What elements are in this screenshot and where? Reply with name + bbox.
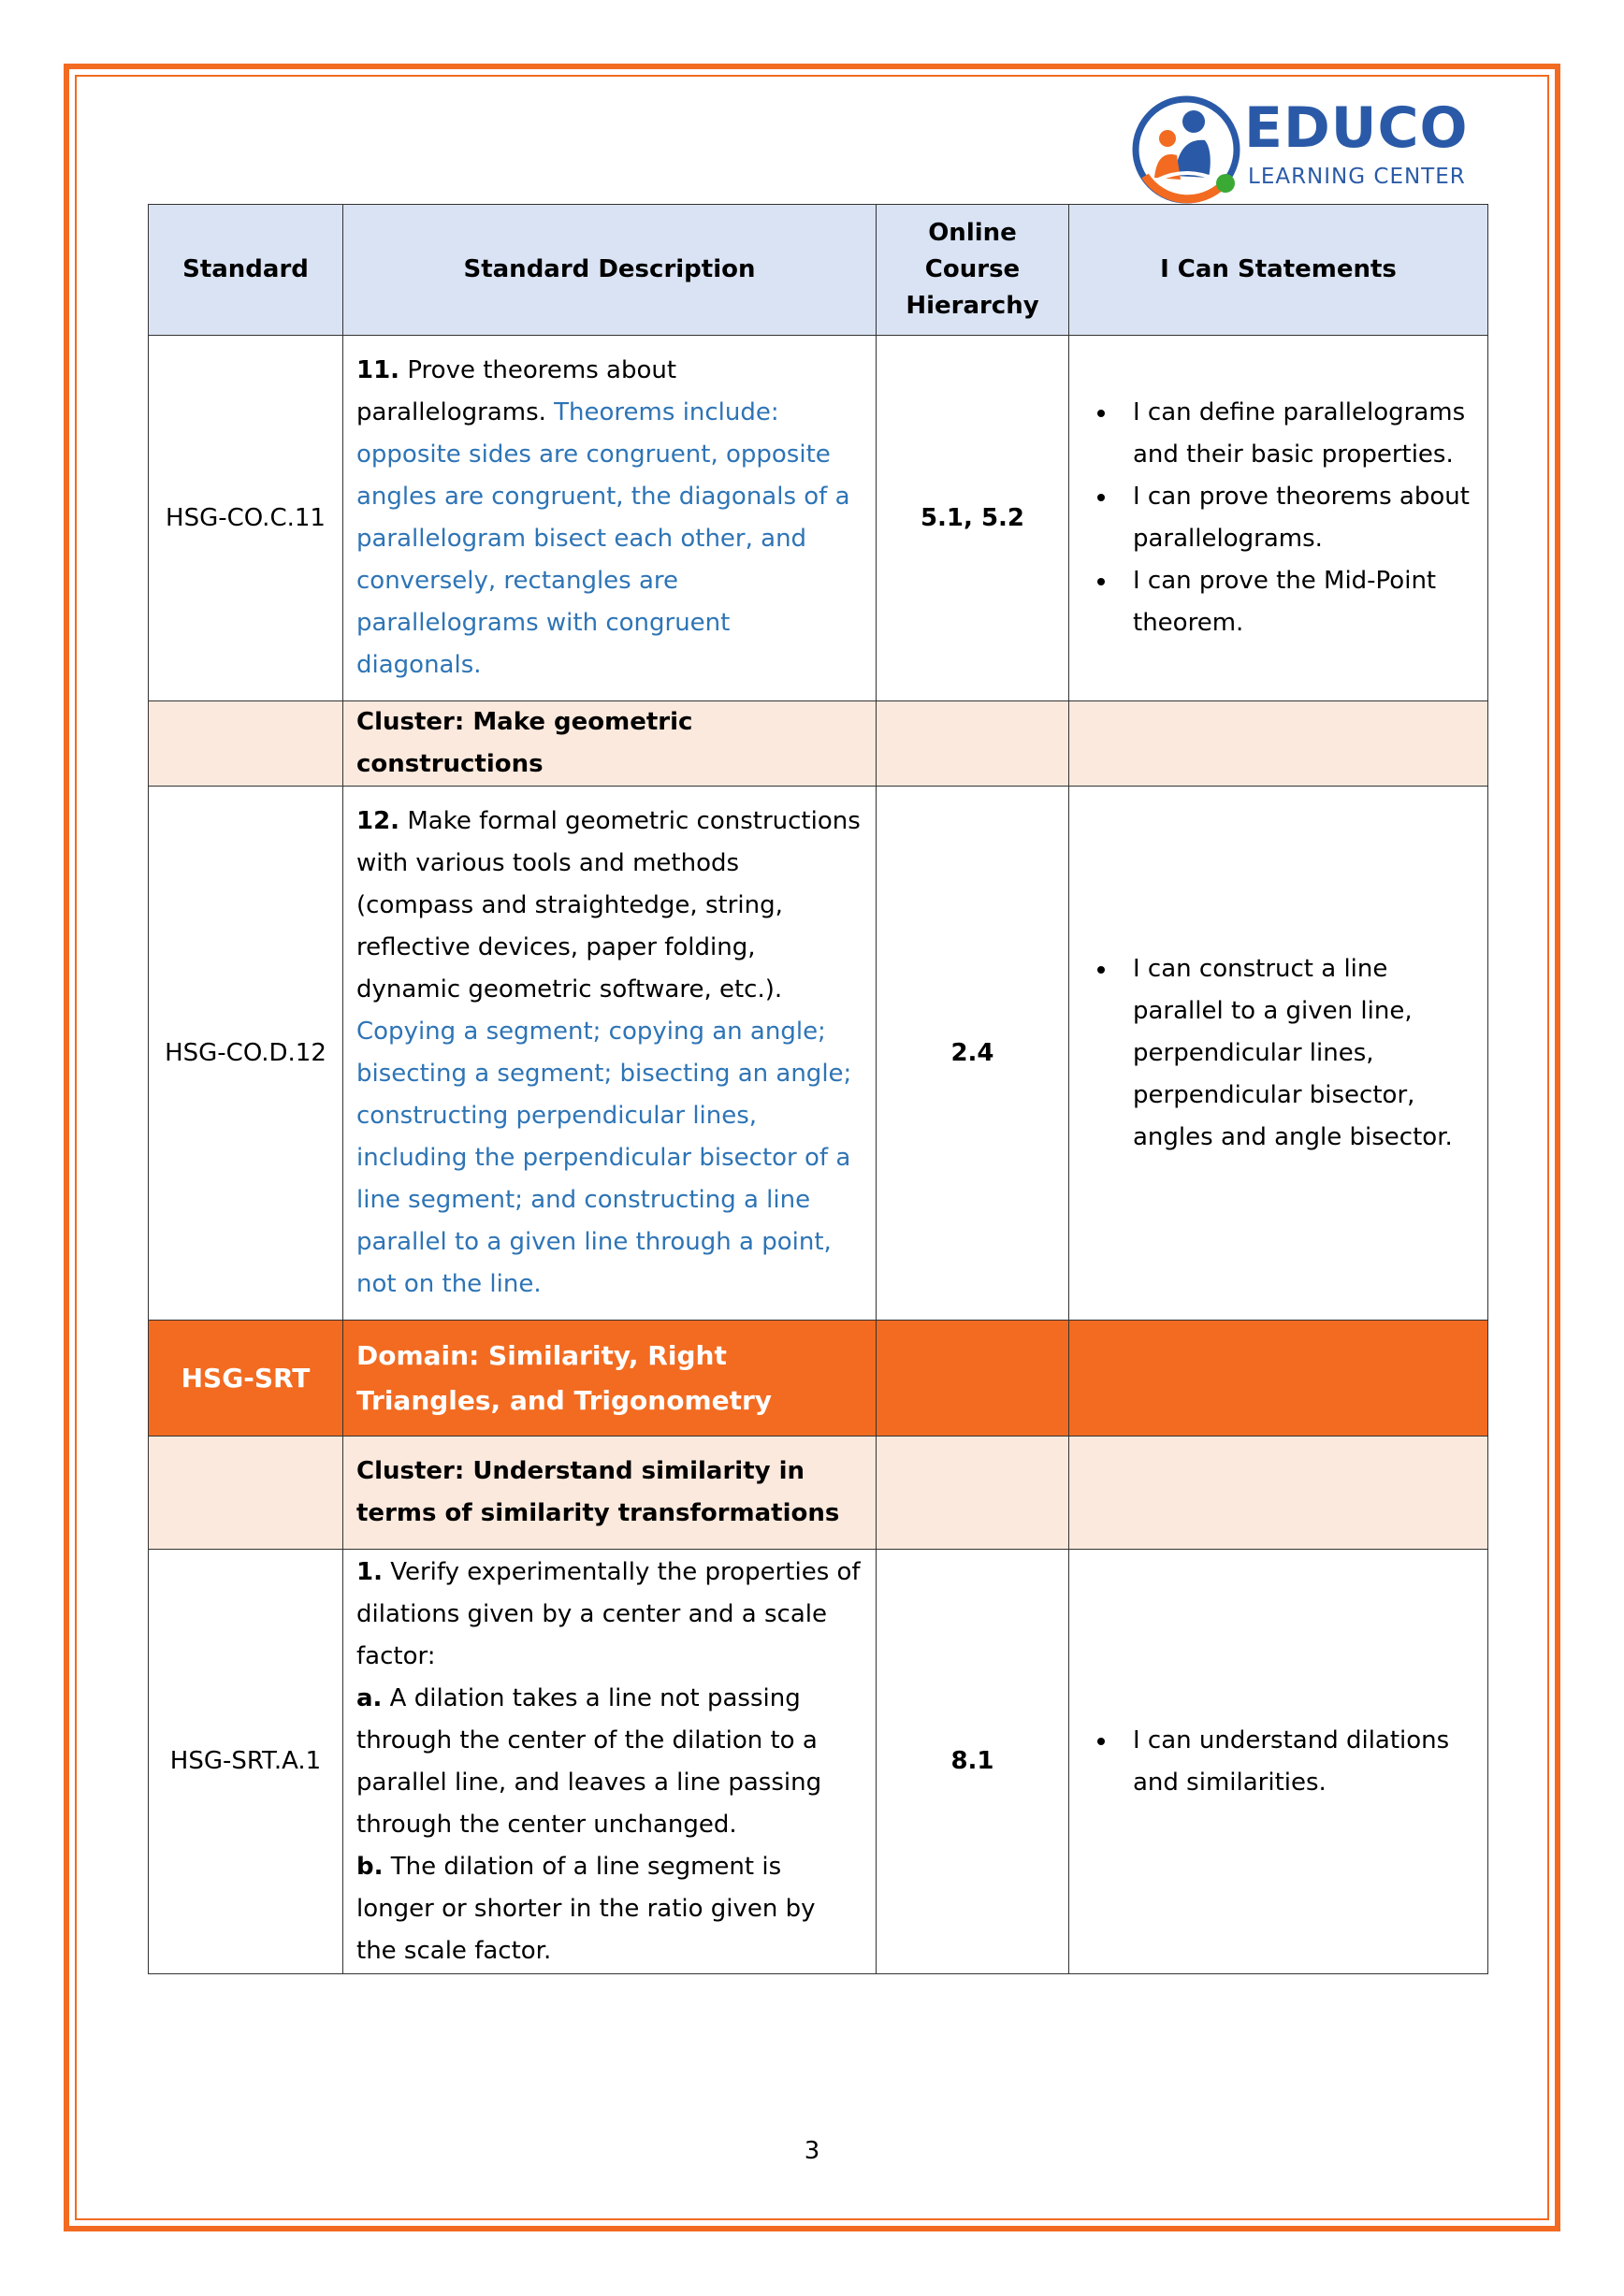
sub-item-text: A dilation takes a line not passing through the center of the dilation to a parallel line, and leaves a line passing through the center unchanged. bbox=[356, 1683, 822, 1839]
cluster-title: Cluster: Understand similarity in terms of similarity transformations bbox=[343, 1437, 877, 1550]
header-standard: Standard bbox=[149, 205, 343, 336]
cluster-empty-cell bbox=[877, 1437, 1069, 1550]
logo-subtitle: LEARNING CENTER bbox=[1248, 165, 1466, 189]
standard-description bbox=[343, 336, 877, 701]
ican-statement: • I can prove the Mid-Point theorem. bbox=[1118, 560, 1474, 644]
domain-code: HSG-SRT bbox=[149, 1321, 343, 1437]
table-row bbox=[149, 336, 1488, 701]
ican-cell bbox=[1069, 787, 1488, 1321]
cluster-row bbox=[149, 1437, 1488, 1550]
description-clarification: Theorems include: opposite sides are congruent, opposite angles are congruent, the diagonals of a parallelogram bisect each other, and conversely, rectangles are parallelograms with congruent diagonals. bbox=[356, 398, 850, 679]
sub-item-label: a. bbox=[356, 1683, 383, 1712]
description-text: Verify experimentally the properties of dilations given by a center and a scale factor: bbox=[356, 1557, 861, 1670]
cluster-empty-cell bbox=[1069, 701, 1488, 787]
domain-empty-cell bbox=[877, 1321, 1069, 1437]
educo-logo bbox=[1130, 94, 1486, 208]
course-hierarchy: 5.1, 5.2 bbox=[877, 336, 1069, 701]
standard-number: 11. bbox=[356, 356, 400, 384]
header-hierarchy: Online Course Hierarchy bbox=[877, 205, 1069, 336]
cluster-row bbox=[149, 701, 1488, 787]
ican-statement: • I can prove theorems about parallelograms. bbox=[1118, 476, 1474, 560]
domain-title: Domain: Similarity, Right Triangles, and Trigonometry bbox=[343, 1321, 877, 1437]
cluster-empty-cell bbox=[149, 701, 343, 787]
course-hierarchy: 2.4 bbox=[877, 787, 1069, 1321]
domain-empty-cell bbox=[1069, 1321, 1488, 1437]
sub-item-text: The dilation of a line segment is longer or shorter in the ratio given by the scale factor. bbox=[356, 1852, 816, 1965]
ican-list bbox=[1082, 392, 1474, 644]
standard-description bbox=[343, 1550, 877, 1974]
sub-item-label: b. bbox=[356, 1852, 384, 1881]
standards-table bbox=[148, 204, 1488, 1974]
standard-number: 1. bbox=[356, 1557, 383, 1586]
cluster-empty-cell bbox=[149, 1437, 343, 1550]
table-header-row bbox=[149, 205, 1488, 336]
ican-statement: • I can understand dilations and similarities. bbox=[1118, 1720, 1474, 1804]
educo-logo-icon bbox=[1130, 94, 1246, 208]
logo-wordmark: EDUCO bbox=[1244, 95, 1469, 161]
header-ican: I Can Statements bbox=[1069, 205, 1488, 336]
course-hierarchy: 8.1 bbox=[877, 1550, 1069, 1974]
ican-list bbox=[1082, 1720, 1474, 1804]
description-text: Make formal geometric constructions with various tools and methods (compass and straightedge, string, reflective devices, paper folding, dynamic geometric software, etc.). bbox=[356, 807, 861, 1004]
table-row bbox=[149, 1550, 1488, 1974]
page-number: 3 bbox=[804, 2137, 820, 2165]
ican-statement: • I can define parallelograms and their basic properties. bbox=[1118, 392, 1474, 476]
header-description: Standard Description bbox=[343, 205, 877, 336]
ican-list bbox=[1082, 948, 1474, 1159]
standard-code: HSG-SRT.A.1 bbox=[149, 1550, 343, 1974]
standard-description bbox=[343, 787, 877, 1321]
cluster-empty-cell bbox=[1069, 1437, 1488, 1550]
domain-row bbox=[149, 1321, 1488, 1437]
standard-code: HSG-CO.C.11 bbox=[149, 336, 343, 701]
ican-statement: • I can construct a line parallel to a given line, perpendicular lines, perpendicular bisector, angles and angle bisector. bbox=[1118, 948, 1474, 1159]
standard-code: HSG-CO.D.12 bbox=[149, 787, 343, 1321]
ican-cell bbox=[1069, 1550, 1488, 1974]
description-text: Prove theorems about parallelograms. bbox=[356, 356, 677, 426]
cluster-empty-cell bbox=[877, 701, 1069, 787]
cluster-title: Cluster: Make geometric constructions bbox=[343, 701, 877, 787]
ican-cell bbox=[1069, 336, 1488, 701]
standard-number: 12. bbox=[356, 807, 400, 835]
table-row bbox=[149, 787, 1488, 1321]
description-clarification: Copying a segment; copying an angle; bisecting a segment; bisecting an angle; constructing perpendicular lines, including the perpendicular bisector of a line segment; and constructing a line parallel to a given line through a point, not on the line. bbox=[356, 1018, 852, 1298]
